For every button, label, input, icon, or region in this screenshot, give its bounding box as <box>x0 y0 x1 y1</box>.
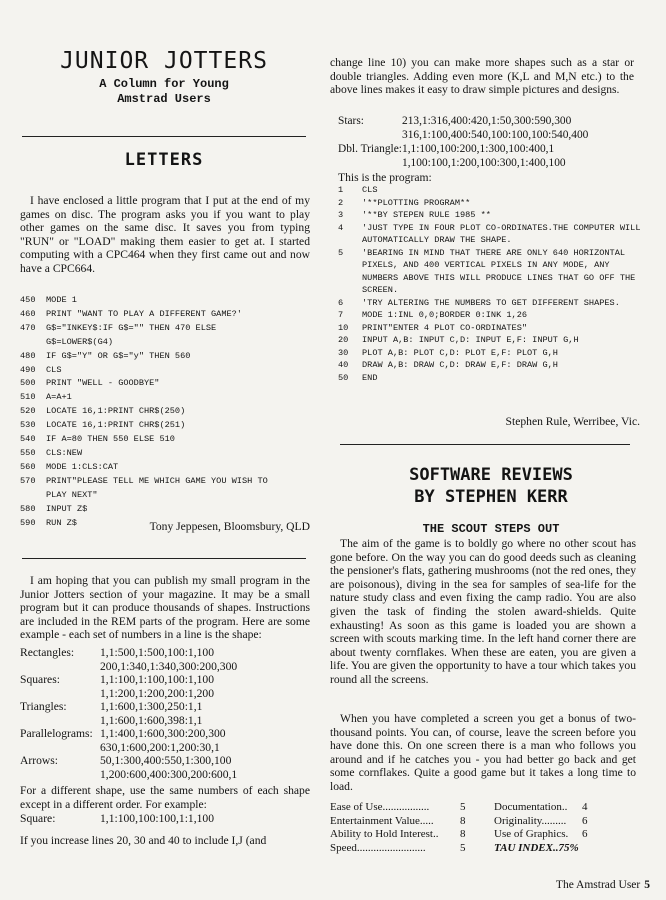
code-line <box>338 297 644 310</box>
code-line-number: 470 <box>20 322 36 333</box>
shape-name: Parallelograms: <box>20 727 93 740</box>
code-line-text: CLS <box>46 364 62 375</box>
code-line <box>338 197 644 210</box>
shape-examples-table <box>20 646 312 781</box>
ratings-table <box>330 801 640 855</box>
square-example-label: Square: <box>20 812 56 825</box>
shape-row <box>20 754 312 768</box>
rating-score: 8 <box>460 828 466 840</box>
code-line <box>338 359 644 372</box>
code-line-text: A=A+1 <box>46 392 72 403</box>
code-line-text: 'BEARING IN MIND THAT THERE ARE ONLY 640 HORIZONTAL PIXELS, AND 400 VERTICAL PIXELS IN ANY MODE, ANY NUMBERS ABOVE THIS WILL PRODUCE LINES THAT GO OFF THE SCREEN. <box>362 247 636 295</box>
divider <box>22 136 306 137</box>
code-line <box>20 489 268 503</box>
shape-values: 50,1:300,400:550,1:300,100 <box>100 754 232 767</box>
square-example-values: 1,1:100,100:100,1:1,100 <box>100 812 215 825</box>
code-line-text: PRINT"PLEASE TELL ME WHICH GAME YOU WISH TO <box>46 475 268 486</box>
code-line-text: 'JUST TYPE IN FOUR PLOT CO-ORDINATES.THE COMPUTER WILL AUTOMATICALLY DRAW THE SHAPE. <box>362 222 641 245</box>
code-line <box>338 309 644 322</box>
code-line <box>20 294 268 308</box>
letters-heading: LETTERS <box>124 150 204 170</box>
rating-score: 6 <box>582 828 588 840</box>
code-line-number: 460 <box>20 308 36 319</box>
code-line <box>338 247 644 297</box>
shape-values: 1,1:500,1:500,100:1,100 <box>100 646 215 659</box>
dbl-triangle-values-1: 1,1:100,100:200,1:300,100:400,1 <box>402 143 555 155</box>
code-line-text: CLS:NEW <box>46 447 83 458</box>
code-line-number: 6 <box>338 297 344 308</box>
stars-label: Stars: <box>338 115 364 127</box>
rating-label: Ability to Hold Interest.. <box>330 828 439 840</box>
code-line <box>338 334 644 347</box>
divider <box>340 444 630 445</box>
code-line-text: PRINT"ENTER 4 PLOT CO-ORDINATES" <box>362 322 528 333</box>
reviews-title-line1: SOFTWARE REVIEWS <box>409 465 573 485</box>
rating-score: 5 <box>460 801 466 813</box>
code-line-number: 490 <box>20 364 36 375</box>
code-line-number: 480 <box>20 350 36 361</box>
game-title: THE SCOUT STEPS OUT <box>422 522 560 536</box>
code-line <box>20 475 268 489</box>
code-line <box>20 405 268 419</box>
rating-score: 5 <box>460 841 466 854</box>
shape-name: Squares: <box>20 673 60 686</box>
code-line <box>338 184 644 197</box>
rating-row <box>330 815 640 829</box>
stars-values-2: 316,1:100,400:540,100:100,100:540,400 <box>402 128 589 141</box>
code-line-number: 510 <box>20 392 36 403</box>
code-line <box>20 377 268 391</box>
rating-label: Speed......................... <box>330 841 426 854</box>
square-example <box>20 812 312 826</box>
code-line-number: 450 <box>20 295 36 305</box>
tau-index: TAU INDEX..75% <box>494 841 579 854</box>
code-line-number: 590 <box>20 517 36 528</box>
code-line-number: 540 <box>20 434 36 445</box>
shape-row <box>20 660 312 674</box>
code-line <box>20 433 268 447</box>
code-line <box>20 322 268 336</box>
code-line <box>20 336 268 350</box>
letter1-program <box>20 294 268 530</box>
review-para2: When you have completed a screen you get a bonus of two-thousand points. You can, of course, leave the screen before you have done this. On one screen there is a man who follows you around and if he catches you - you had better go back and get some cornflakes. Quite a good game but it takes a long time to load. <box>330 712 636 793</box>
code-line-text: MODE 1:INL 0,0;BORDER 0:INK 1,26 <box>362 310 528 320</box>
shape-values: 1,1:100,1:100,100:1,100 <box>100 673 215 686</box>
code-line <box>338 222 644 247</box>
code-line-number: 2 <box>338 197 344 208</box>
column-subtitle-line2: Amstrad Users <box>117 92 211 106</box>
rating-row <box>330 801 640 815</box>
code-line-number: 3 <box>338 210 344 220</box>
dbl-triangle-example <box>338 143 648 170</box>
code-line-text: DRAW A,B: DRAW C,D: DRAW E,F: DRAW G,H <box>362 360 558 370</box>
shape-name: Rectangles: <box>20 646 75 659</box>
code-line <box>338 372 644 385</box>
code-line <box>20 350 268 364</box>
page-footer <box>556 879 650 891</box>
code-line-number: 20 <box>338 335 349 345</box>
code-line-number: 500 <box>20 378 36 389</box>
code-line-text: PRINT "WELL - GOODBYE" <box>46 378 160 389</box>
code-line <box>338 209 644 222</box>
code-line-number: 10 <box>338 322 349 333</box>
code-line-number: 40 <box>338 360 349 370</box>
code-line-text: MODE 1 <box>46 295 77 305</box>
code-line-text: PLOT A,B: PLOT C,D: PLOT E,F: PLOT G,H <box>362 347 558 358</box>
shape-row <box>20 714 312 728</box>
code-line-number: 7 <box>338 310 344 320</box>
letter1-body: I have enclosed a little program that I put at the end of my games on disc. The program asks you if you want to play other games on the same disc. It saves you from typing "RUN" or "LOAD" making them easier to get at. I started computing with a CPC464 when they first came out and now have a CPC664. <box>20 194 310 275</box>
code-line-text: IF A=80 THEN 550 ELSE 510 <box>46 434 175 445</box>
code-line-text: RUN Z$ <box>46 517 77 528</box>
shape-values: 630,1:600,200:1,200:30,1 <box>100 740 220 754</box>
code-line-text: G$="INKEY$:IF G$="" THEN 470 ELSE <box>46 322 217 333</box>
shape-row <box>20 687 312 701</box>
code-line <box>20 308 268 322</box>
review-para1: The aim of the game is to boldly go where no other scout has gone before. On the way you can do good deeds such as cleaning the pensioner's flats, gathering mushrooms (not the red ones, they are poisonous), diving in the sea for samples of sea-life for the nature study class and even fixing the camp radio. You are also given the task of finding the stolen award-shields. Quite exhausting! As soon as this game is loaded you are shown a screen with scouts marking time. In the left hand corner there are about twenty cornflakes. When these are eaten, you are given a life. You are given the opportunity to have a tour which takes you round all the screens. <box>330 537 636 686</box>
page-number: 5 <box>644 879 650 891</box>
stars-values-1: 213,1:316,400:420,1:50,300:590,300 <box>402 115 572 127</box>
letter2-signature: Stephen Rule, Werribee, Vic. <box>505 415 640 428</box>
rating-score: 4 <box>582 801 588 813</box>
code-line-text: INPUT A,B: INPUT C,D: INPUT E,F: INPUT G,H <box>362 335 579 345</box>
rating-label: Entertainment Value..... <box>330 814 434 827</box>
column-subtitle-line1: A Column for Young <box>99 77 229 91</box>
shape-row <box>20 768 312 782</box>
rating-score: 6 <box>582 814 588 827</box>
shape-row <box>20 673 312 687</box>
divider <box>22 558 306 559</box>
column-title: JUNIOR JOTTERS <box>60 48 268 74</box>
shape-row <box>20 727 312 741</box>
shape-values: 200,1:340,1:340,300:200,300 <box>100 659 238 673</box>
code-line-text: CLS <box>362 185 378 195</box>
program-intro: This is the program: <box>338 171 432 184</box>
code-line <box>338 322 644 335</box>
code-line <box>20 364 268 378</box>
code-line <box>338 347 644 360</box>
shape-values: 1,1:600,1:600,398:1,1 <box>100 713 203 727</box>
code-line-text: END <box>362 372 378 383</box>
dbl-triangle-label: Dbl. Triangle: <box>338 143 402 155</box>
code-line-number: 530 <box>20 420 36 431</box>
code-line-text: PLAY NEXT" <box>46 489 98 500</box>
rating-row <box>330 828 640 842</box>
code-line-text: IF G$="Y" OR G$="y" THEN 560 <box>46 350 191 361</box>
shape-values: 1,200:600,400:300,200:600,1 <box>100 767 238 781</box>
rating-score <box>582 842 616 856</box>
code-line-text: '**PLOTTING PROGRAM** <box>362 197 471 208</box>
code-line-text: '**BY STEPEN RULE 1985 ** <box>362 210 491 220</box>
code-line-text: LOCATE 16,1:PRINT CHR$(250) <box>46 406 186 417</box>
code-line-number: 1 <box>338 185 344 195</box>
letter1-signature: Tony Jeppesen, Bloomsbury, QLD <box>149 520 310 533</box>
letter2-intro: I am hoping that you can publish my small program in the Junior Jotters section of your magazine. It may be a small program but it can produce thousands of shapes. Instructions are included in the REM parts of the program. Here are some example - each set of numbers in a line is the shape: <box>20 574 310 642</box>
shape-row <box>20 646 312 660</box>
rating-label: Documentation.. <box>494 801 568 813</box>
code-line-text: G$=LOWER$(G4) <box>46 336 114 347</box>
code-line <box>20 447 268 461</box>
code-line-text: LOCATE 16,1:PRINT CHR$(251) <box>46 420 186 431</box>
shape-values: 1,1:200,1:200,200:1,200 <box>100 686 215 700</box>
rating-label: Ease of Use................. <box>330 801 430 813</box>
code-line <box>20 391 268 405</box>
code-line-number: 580 <box>20 503 36 514</box>
code-line-text: 'TRY ALTERING THE NUMBERS TO GET DIFFERENT SHAPES. <box>362 297 620 308</box>
code-line-text: INPUT Z$ <box>46 503 88 514</box>
shape-row <box>20 741 312 755</box>
rating-label: Originality......... <box>494 814 567 827</box>
code-line <box>20 461 268 475</box>
reviews-title-line2: BY STEPHEN KERR <box>414 487 568 507</box>
shape-name: Triangles: <box>20 700 67 713</box>
letter2-mid: For a different shape, use the same numbers of each shape except in a different order. For example: <box>20 784 310 811</box>
shape-values: 1,1:600,1:300,250:1,1 <box>100 700 203 713</box>
shape-values: 1,1:400,1:600,300:200,300 <box>100 727 226 740</box>
rating-label: Use of Graphics. <box>494 828 569 840</box>
rating-score: 8 <box>460 814 466 827</box>
code-line <box>20 503 268 517</box>
dbl-triangle-values-2: 1,100:100,1:200,100:300,1:400,100 <box>402 156 566 169</box>
stars-example <box>338 115 648 142</box>
code-line-number: 4 <box>338 222 344 233</box>
letter2-continue-left: If you increase lines 20, 30 and 40 to include I,J (and <box>20 834 267 847</box>
shape-name: Arrows: <box>20 754 58 767</box>
code-line-number: 570 <box>20 475 36 486</box>
code-line-number: 5 <box>338 247 344 258</box>
letter2-program <box>338 184 644 384</box>
rating-row <box>330 842 640 856</box>
code-line-number: 520 <box>20 406 36 417</box>
letter2-continue-right: change line 10) you can make more shapes such as a star or double triangles. Adding even more (K,L and M,N etc.) to the above lines makes it easy to draw simple pictures and designs. <box>330 56 634 97</box>
code-line-text: PRINT "WANT TO PLAY A DIFFERENT GAME?' <box>46 308 242 319</box>
code-line-number: 550 <box>20 447 36 458</box>
shape-row <box>20 700 312 714</box>
publication-name: The Amstrad User <box>555 879 641 891</box>
code-line-number: 50 <box>338 372 349 383</box>
code-line-text: MODE 1:CLS:CAT <box>46 461 119 472</box>
code-line <box>20 419 268 433</box>
code-line-number: 560 <box>20 461 36 472</box>
code-line-number: 30 <box>338 347 349 358</box>
